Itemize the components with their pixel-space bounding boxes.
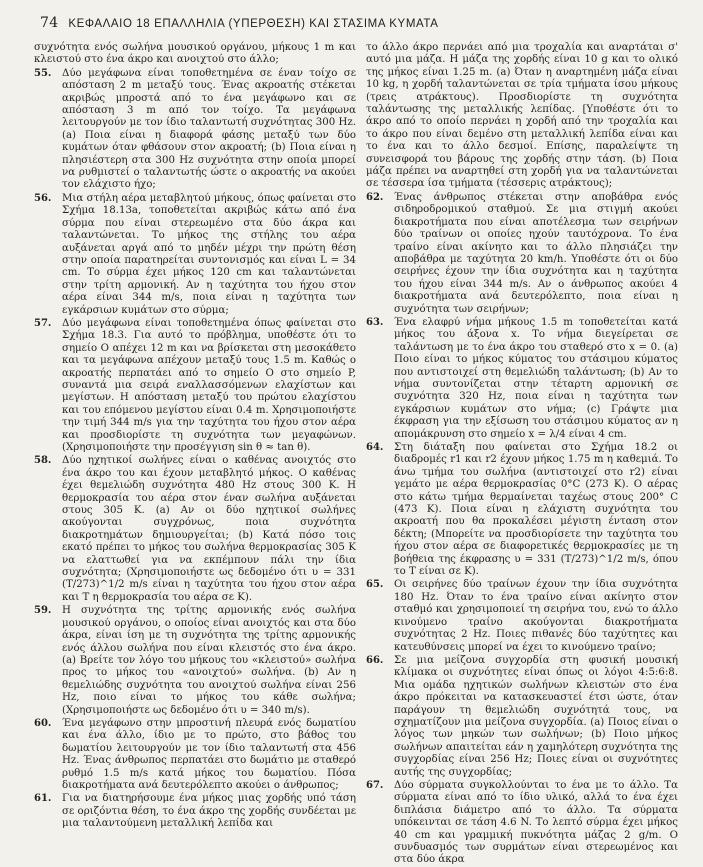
- problem-58: [34, 455, 356, 604]
- problem-text: Ένα ελαφρύ νήμα μήκους 1.5 m τοποθετείται κατά μήκος του άξονα x. Το νήμα διεγείρεται σε ταλάντωση με το ένα άκρο του σταθερό στο x = 0. (a) Ποιο είναι το μήκος κύματος του στάσιμου κύματος που αντιστοιχεί στη θεμελιώδη ταλάντωση; (b) Αν το νήμα συντονίζεται στην τέταρτη αρμονική σε συχνότητα 320 Hz, ποια είναι η ταχύτητα των εγκάρσιων κυμάτων στο νήμα; (c) Γράψτε μια έκφραση για την εξίσωση του στάσιμου κύματος αν η απομάκρυνση στο σημείο x = λ/4 είναι 4 cm.: [394, 316, 678, 440]
- problem-text: Δύο μεγάφωνα είναι τοποθετημένα σε έναν τοίχο σε απόσταση 2 m μεταξύ τους. Ένας ακροατής στέκεται ακριβώς μπροστά από το ένα μεγάφωνο και σε απόσταση 3 m από τον τοίχο. Τα μεγάφωνα λειτουργούν με τον ίδιο ταλαντωτή συχνότητας 300 Hz. (a) Ποια είναι η διαφορά φάσης μεταξύ των δύο κυμάτων όταν φθάσουν στον ακροατή; (b) Ποια είναι η πλησιέστερη στα 300 Hz συχνότητα στην οποία μπορεί να ρυθμιστεί ο ταλαντωτής ώστε ο ακροατής να ακούει τον ελάχιστο ήχο;: [62, 67, 356, 191]
- problem-67: [366, 780, 678, 867]
- problem-text: Ένα μεγάφωνο στην μπροστινή πλευρά ενός δωματίου και ένα άλλο, ίδιο με το πρώτο, στο βάθος του δωματίου λειτουργούν με τον ίδιο ταλαντωτή στα 456 Hz. Ένας άνθρωπος περπατάει στο δωμάτιο με σταθερό ρυθμό 1.5 m/s κατά μήκος του δωματίου. Πόσα διακροτήματα ανά δευτερόλεπτο ακούει ο άνθρωπος;: [62, 717, 356, 791]
- problem-text: Ένας άνθρωπος στέκεται στην αποβάθρα ενός σιδηροδρομικού σταθμού. Σε μια στιγμή ακούει διακροτήματα που είναι αποτέλεσμα των σειρήνων δύο τραίνων οι οποίες ηχούν ταυτόχρονα. Το ένα τραίνο είναι ακίνητο και το άλλο πλησιάζει την αποβάθρα με ταχύτητα 20 km/h. Υποθέστε ότι οι δύο σειρήνες έχουν την ίδια συχνότητα και η ταχύτητα του ήχου είναι 344 m/s. Αν ο άνθρωπος ακούει 4 διακροτήματα ανά δευτερόλεπτο, ποια είναι η συχνότητα των σειρήνων;: [394, 191, 678, 315]
- problem-number: 64.: [366, 442, 384, 453]
- problem-text: Μια στήλη αέρα μεταβλητού μήκους, όπως φαίνεται στο Σχήμα 18.13a, τοποθετείται ακριβώς κάτω από ένα σύρμα που είναι στερεωμένο στα δύο άκρα και ταλαντώνεται. Το μήκος της στήλης του αέρα αυξάνεται αργά από το μηδέν μέχρι την πρώτη θέση στην οποία παρατηρείται συντονισμός και είναι L = 34 cm. Το σύρμα έχει μήκος 120 cm και ταλαντώνεται στην τρίτη αρμονική. Αν η ταχύτητα του ήχου στον αέρα είναι 344 m/s, ποια είναι η ταχύτητα των εγκάρσιων κυμάτων στο σύρμα;: [62, 192, 356, 316]
- problem-text: Για να διατηρήσουμε ένα μήκος μιας χορδής υπό τάση σε οριζόντια θέση, το ένα άκρο της χορδής συνδέεται με μια ταλαντούμενη μεταλλική λεπίδα και: [62, 793, 356, 830]
- problem-text: Δύο ηχητικοί σωλήνες είναι ο καθένας ανοιχτός στο ένα άκρο του και έχουν μεταβλητό μήκος. Ο καθένας έχει θεμελιώδη συχνότητα 480 Hz στους 300 K. Η θερμοκρασία του αέρα στον έναν σωλήνα αυξάνεται στους 305 K. (a) Αν οι δύο ηχητικοί σωλήνες ακούγονται συγχρόνως, ποια συχνότητα διακροτημάτων δημιουργείται; (b) Κατά πόσο τοις εκατό πρέπει το μήκος του σωλήνα θερμοκρασίας 305 K να ελαττωθεί για να εκπέμπουν πάλι την ίδια συχνότητα; (Χρησιμοποιήστε ως δεδομένο ότι υ = 331 (T/273)^1/2 m/s είναι η ταχύτητα του ήχου στον αέρα και T η θερμοκρασία του αέρα σε K).: [62, 455, 356, 603]
- problem-56: [34, 193, 356, 317]
- problem-number: 66.: [366, 654, 384, 666]
- problem-text: Σε μια μείζονα συγχορδία στη φυσική μουσική κλίμακα οι συχνότητες είναι όπως οι λόγοι 4:5:6:8. Μια ομάδα ηχητικών σωλήνων κλειστών στο ένα άκρο πρόκειται να κατασκευαστεί έτσι ώστε, όταν παράγουν τη θεμελιώδη συχνότητά τους, να σχηματίζουν μια μείζονα συγχορδία. (a) Ποιος είναι ο λόγος των μηκών των σωλήνων; (b) Ποιο μήκος σωλήνων απαιτείται εάν η χαμηλότερη συχνότητα της συγχορδίας είναι 256 Hz; Ποιες είναι οι συχνότητες αυτής της συγχορδίας;: [394, 654, 678, 778]
- problem-59: [34, 605, 356, 717]
- right-column: [366, 42, 678, 867]
- problem-60: [34, 718, 356, 792]
- problem-number: 60.: [34, 717, 52, 729]
- problem-number: 67.: [366, 779, 384, 791]
- problem-text: Στη διάταξη που φαίνεται στο Σχήμα 18.2 οι διαδρομές r1 και r2 έχουν μήκος 1.75 m η καθεμιά. Το άνω τμήμα του σωλήνα (αντιστοιχεί στο r2) είναι γεμάτο με αέρα θερμοκρασίας 0°C (273 K). Ο αέρας στο κάτω τμήμα θερμαίνεται ταχέως στους 200° C (473 K). Ποια είναι η ελάχιστη συχνότητα του ακροατή που θα προκαλέσει μέγιστη ένταση στον δέκτη; (Μπορείτε να προσδιορίσετε την ταχύτητα του ήχου στον αέρα σε διαφορετικές θερμοκρασίες με τη βοήθεια της έκφρασης υ = 331 (T/273)^1/2 m/s, όπου το T είναι σε K).: [394, 442, 678, 578]
- problem-number: 63.: [366, 316, 384, 328]
- problem-number: 62.: [366, 191, 384, 203]
- continued-text: συχνότητα ενός σωλήνα μουσικού οργάνου, μήκους 1 m και κλειστού στο ένα άκρο και ανοιχτού στο άλλο;: [34, 42, 356, 66]
- problem-66: [366, 655, 678, 779]
- problem-text: Η συχνότητα της τρίτης αρμονικής ενός σωλήνα μουσικού οργάνου, ο οποίος είναι ανοιχτός και στα δύο άκρα, είναι ίση με τη συχνότητα της τρίτης αρμονικής ενός άλλου σωλήνα που είναι κλειστός στο ένα άκρο. (a) Βρείτε τον λόγο του μήκους του «κλειστού» σωλήνα προς το μήκος του «ανοιχτού» σωλήνα. (b) Αν η θεμελιώδης συχνότητα του ανοιχτού σωλήνα είναι 256 Hz, ποιο είναι το μήκος του κάθε σωλήνα; (Χρησιμοποιήστε ως δεδομένο ότι υ = 340 m/s).: [62, 605, 356, 716]
- problem-64: [366, 442, 678, 578]
- problem-number: 65.: [366, 579, 384, 591]
- page-number: 74: [40, 15, 59, 31]
- chapter-title: ΚΕΦΑΛΑΙΟ 18 ΕΠΑΛΛΗΛΙΑ (ΥΠΕΡΘΕΣΗ) ΚΑΙ ΣΤΑΣΙΜΑ ΚΥΜΑΤΑ: [68, 18, 439, 30]
- problem-number: 59.: [34, 605, 52, 617]
- continued-text: το άλλο άκρο περνάει από μια τροχαλία και αναρτάται σ' αυτό μια μάζα. Η μάζα της χορδής είναι 10 g και το ολικό της μήκος είναι 1.25 m. (a) Όταν η αναρτημένη μάζα είναι 10 kg, η χορδή ταλαντώνεται σε τρία τμήματα ίσου μήκους (τρεις ατράκτους). Προσδιορίστε τη συχνότητα ταλάντωσης της μεταλλικής λεπίδας. [Υποθέστε ότι το άκρο από το οποίο περνάει η χορδή από την τροχαλία και το άκρο που είναι δεμένο στη μεταλλική λεπίδα είναι και το ένα και το άλλο δεσμοί. Επίσης, παραλείψτε τη συνεισφορά του βάρους της χορδής στην τάση. (b) Ποια μάζα πρέπει να αναρτηθεί στη χορδή για να ταλαντώνεται σε τέσσερα ίσα τμήματα (τέσσερις ατράκτους);: [366, 42, 678, 190]
- problem-number: 57.: [34, 317, 52, 329]
- problem-number: 61.: [34, 793, 52, 805]
- problem-number: 56.: [34, 192, 52, 204]
- problem-62: [366, 192, 678, 316]
- problem-number: 58.: [34, 455, 52, 467]
- problem-text: Δύο μεγάφωνα είναι τοποθετημένα όπως φαίνεται στο Σχήμα 18.3. Για αυτό το πρόβλημα, υποθέστε ότι το σημείο O απέχει 12 m και να βρίσκεται στη μεσοκάθετο και τα μεγάφωνα απέχουν μεταξύ τους 1.5 m. Καθώς ο ακροατής περπατάει από το σημείο O στο σημείο P, συναντά μια σειρά εναλλασσόμενων ελαχίστων και μεγίστων. Η απόσταση μεταξύ του πρώτου ελαχίστου και του επόμενου μεγίστου είναι 0.4 m. Χρησιμοποιήστε την τιμή 344 m/s για την ταχύτητα του ήχου στον αέρα και προσδιορίστε τη συχνότητα των μεγαφώνων. (Χρησιμοποιήστε την προσέγγιση sin θ ≈ tan θ).: [62, 317, 356, 453]
- page-header: [40, 15, 680, 31]
- problem-57: [34, 318, 356, 454]
- problem-text: Οι σειρήνες δύο τραίνων έχουν την ίδια συχνότητα 180 Hz. Όταν το ένα τραίνο είναι ακίνητο στον σταθμό και χρησιμοποιεί τη σειρήνα του, ενώ το άλλο κινούμενο τραίνο ακούγονται διακροτήματα συχνότητας 2 Hz. Ποιες πιθανές δύο ταχύτητες και κατευθύνσεις μπορεί να έχει το κινούμενο τραίνο;: [394, 579, 678, 653]
- problem-55: [34, 68, 356, 192]
- problem-63: [366, 317, 678, 441]
- problem-61: [34, 793, 356, 830]
- problem-number: 55.: [34, 67, 52, 79]
- problem-65: [366, 579, 678, 653]
- left-column: [34, 42, 356, 831]
- problem-text: Δύο σύρματα συγκολλούνται το ένα με το άλλο. Τα σύρματα είναι από το ίδιο υλικό, αλλά το ένα έχει διπλάσια διάμετρο από το άλλο. Τα σύρματα υπόκεινται σε τάση 4.6 N. Το λεπτό σύρμα έχει μήκος 40 cm και γραμμική πυκνότητα μάζας 2 g/m. Ο συνδυασμός των συρμάτων είναι στερεωμένος και στα δύο άκρα: [394, 779, 678, 866]
